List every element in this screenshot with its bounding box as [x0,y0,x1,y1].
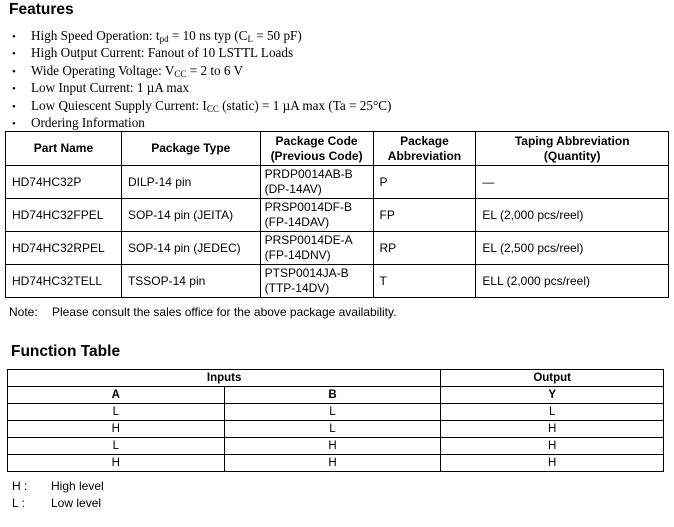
column-y-header: Y [441,387,664,404]
package-type-cell: SOP-14 pin (JEDEC) [121,232,260,265]
header-taping-abbreviation: Taping Abbreviation (Quantity) [476,132,669,166]
legend-meaning: High level [51,479,104,493]
level-legend [12,478,104,512]
input-a-cell: H [8,455,225,472]
taping-cell: — [476,166,669,199]
package-type-cell: DILP-14 pin [121,166,260,199]
header-package-abbreviation: Package Abbreviation [373,132,476,166]
legend-symbol: H : [12,479,28,493]
package-type-cell: SOP-14 pin (JEITA) [121,199,260,232]
bullet-icon: • [12,31,16,43]
package-code-cell: PRDP0014AB-B (DP-14AV) [260,166,373,199]
bullet-icon: • [12,100,16,113]
note-label: Note: [9,305,38,319]
package-abbreviation-cell: FP [373,199,476,232]
feature-subscript: pd [159,34,169,44]
taping-cell: EL (2,000 pcs/reel) [476,199,669,232]
table-row [8,455,664,472]
note-text: Please consult the sales office for the above package availability. [52,305,397,319]
package-code-cell: PTSP0014JA-B (TTP-14DV) [260,265,373,298]
feature-text: Low Quiescent Supply Current: I [31,97,207,113]
legend-symbol: L : [12,496,25,510]
feature-subscript: CC [206,103,219,114]
feature-item [12,114,391,131]
features-list [12,27,391,131]
function-table-heading: Function Table [11,343,121,360]
input-b-cell: L [224,404,441,421]
taping-cell: ELL (2,000 pcs/reel) [476,265,669,298]
bullet-icon: • [12,65,16,78]
package-type-cell: TSSOP-14 pin [121,265,260,298]
taping-cell: EL (2,500 pcs/reel) [476,232,669,265]
package-code-cell: PRSP0014DE-A (FP-14DNV) [260,232,373,265]
output-y-cell: H [441,455,664,472]
feature-text: High Speed Operation: t [31,28,160,43]
feature-item [12,62,391,79]
header-part-name: Part Name [6,132,122,166]
ordering-information-table [5,131,669,298]
feature-item [12,97,391,114]
part-name-cell: HD74HC32P [6,166,122,199]
package-abbreviation-cell: T [373,265,476,298]
feature-text: = 50 pF) [252,28,302,43]
table-row [6,199,669,232]
table-row [6,166,669,199]
feature-text: High Output Current: Fanout of 10 LSTTL Loads [31,45,294,61]
table-row [8,421,664,438]
part-name-cell: HD74HC32FPEL [6,199,122,232]
function-table [7,369,664,472]
input-a-cell: L [8,438,225,455]
part-name-cell: HD74HC32TELL [6,265,122,298]
features-heading: Features [9,1,74,18]
feature-text: Ordering Information [31,114,145,130]
table-header-row [6,132,669,166]
column-b-header: B [224,387,441,404]
output-y-cell: H [441,421,664,438]
package-code-cell: PRSP0014DF-B (FP-14DAV) [260,199,373,232]
feature-item [12,44,391,61]
inputs-header: Inputs [8,370,441,387]
legend-item [12,478,104,495]
feature-subscript: CC [174,68,187,79]
bullet-icon: • [12,83,16,96]
feature-text: (static) = 1 µA max (Ta = 25°C) [218,97,392,113]
input-b-cell: H [224,455,441,472]
bullet-icon: • [12,117,16,130]
output-y-cell: L [441,404,664,421]
input-b-cell: L [224,421,441,438]
feature-subscript: L [247,34,253,44]
header-package-type: Package Type [121,132,260,166]
feature-item [12,79,391,96]
table-row [8,404,664,421]
input-a-cell: H [8,421,225,438]
output-header: Output [441,370,664,387]
table-row [6,232,669,265]
table-row [6,265,669,298]
ordering-note [9,305,396,319]
feature-text: Low Input Current: 1 µA max [31,80,190,96]
feature-text: = 2 to 6 V [186,62,244,78]
column-a-header: A [8,387,225,404]
part-name-cell: HD74HC32RPEL [6,232,122,265]
package-abbreviation-cell: P [373,166,476,199]
feature-text: Wide Operating Voltage: V [31,62,175,78]
header-package-code: Package Code (Previous Code) [260,132,373,166]
table-header-row [8,387,664,404]
legend-meaning: Low level [51,496,102,510]
feature-text: = 10 ns typ (C [168,28,248,43]
table-header-row [8,370,664,387]
input-a-cell: L [8,404,225,421]
legend-item [12,495,104,512]
input-b-cell: H [224,438,441,455]
table-row [8,438,664,455]
package-abbreviation-cell: RP [373,232,476,265]
output-y-cell: H [441,438,664,455]
bullet-icon: • [12,48,16,61]
feature-item [12,27,391,44]
